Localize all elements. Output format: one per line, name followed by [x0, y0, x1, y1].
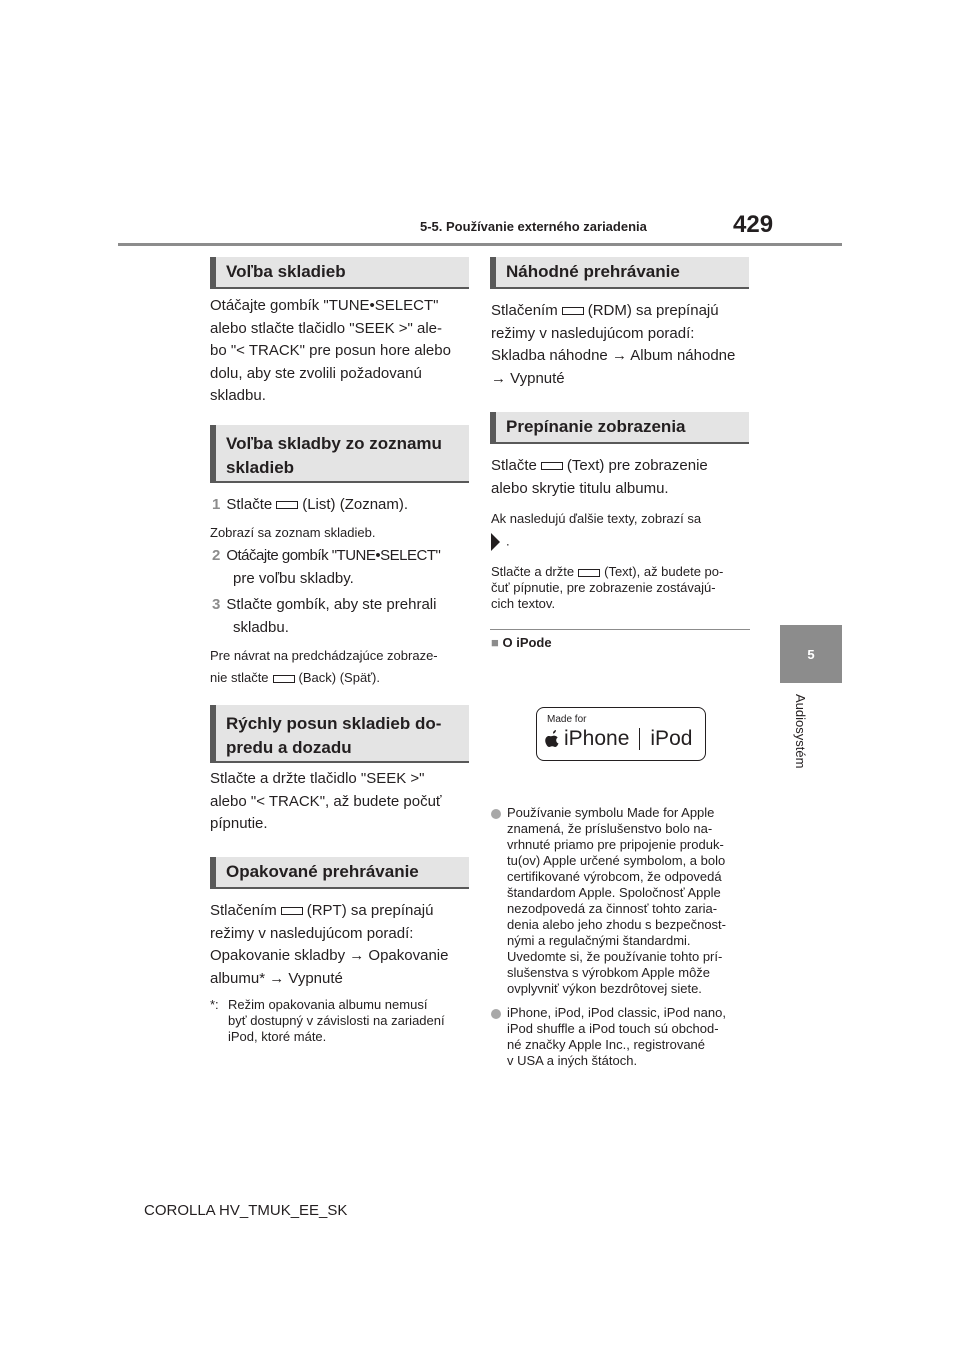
bullet-line: nezodpovedá za činnosť tohto zaria-	[507, 901, 718, 916]
logo-made-for: Made for	[547, 714, 587, 725]
note-line: Pre návrat na predchádzajúce zobraze-	[210, 648, 438, 663]
chapter-label: Audiosystém	[793, 694, 808, 769]
repeat-text	[210, 900, 480, 990]
button-glyph-icon	[273, 675, 295, 683]
bullet-icon	[491, 1009, 501, 1019]
heading-line: Voľba skladby zo zoznamu	[226, 434, 442, 453]
heading-track-selection: Voľba skladieb	[210, 257, 469, 289]
text: (RPT) sa prepínajú	[306, 902, 434, 919]
heading-line: predu a dozadu	[226, 738, 352, 757]
bullet-line: slušenstva s výrobkom Apple môže	[507, 965, 711, 980]
section-title: 5-5. Používanie externého zariadenia	[420, 219, 647, 234]
text-line: Opakovanie skladby → Opakovanie	[210, 947, 449, 964]
bullet-icon	[491, 809, 501, 819]
bullet-line: iPod shuffle a iPod touch sú obchod-	[507, 1021, 719, 1036]
note-hold-text	[491, 564, 756, 612]
note-line: čuť pípnutie, pre zobrazenie zostávajú-	[491, 580, 716, 595]
step-text: pre voľbu skladby.	[233, 569, 354, 587]
text-line: Otáčajte gombík "TUNE•SELECT"	[210, 297, 439, 314]
text-line: alebo "< TRACK", až budete počuť	[210, 792, 442, 810]
button-glyph-icon	[562, 307, 584, 315]
button-glyph-icon	[578, 569, 600, 577]
subheading-text: O iPode	[502, 635, 552, 650]
text-line: režimy v nasledujúcom poradí:	[491, 324, 695, 342]
text: Stlačte	[491, 457, 537, 474]
subheading-ipod	[491, 635, 552, 650]
header-divider	[118, 243, 842, 246]
footer-model: COROLLA HV_TMUK_EE_SK	[144, 1202, 348, 1219]
step-number: 1	[212, 496, 221, 513]
note-line: cich textov.	[491, 596, 556, 611]
bullet-line: tu(ov) Apple určené symbolom, a bolo	[507, 853, 726, 868]
display-text	[491, 455, 761, 500]
fast-seek-text	[210, 768, 480, 836]
heading-track-list	[210, 425, 469, 483]
bullet-line: znamená, že príslušenstvo bolo na-	[507, 821, 713, 836]
bullet-line: certifikované výrobcom, že odpovedá	[507, 869, 722, 884]
text-line: pípnutie.	[210, 815, 268, 832]
bullet-line: nými a regulačnými štandardmi.	[507, 933, 691, 948]
text-line: dolu, aby ste zvolili požadovanú	[210, 364, 422, 382]
footnote-mark: *:	[210, 997, 219, 1012]
footnote	[210, 997, 470, 1045]
note-text: .	[506, 533, 510, 549]
bullet-trademarks	[491, 1005, 756, 1069]
chevron-right-icon	[491, 533, 500, 551]
note-text: (Text), až budete po-	[604, 564, 724, 579]
note-line: Ak nasledujú ďalšie texty, zobrazí sa	[491, 511, 702, 526]
step-text: Otáčajte gombík "TUNE•SELECT"	[226, 547, 441, 564]
step-text: Stlačte gombík, aby ste prehrali	[226, 596, 437, 613]
bullet-made-for-apple	[491, 805, 756, 997]
bullet-line: vrhnuté priamo pre pripojenie produk-	[507, 837, 724, 852]
footnote-line: Režim opakovania albumu nemusí	[228, 997, 428, 1012]
text-line: režimy v nasledujúcom poradí:	[210, 924, 414, 942]
step-text: Stlačte	[226, 496, 273, 513]
logo-separator	[639, 728, 640, 750]
button-glyph-icon	[541, 462, 563, 470]
step-1	[212, 494, 482, 517]
bullet-line: Používanie symbolu Made for Apple	[507, 805, 715, 820]
text-line: alebo stlačte tlačidlo "SEEK >" ale-	[210, 319, 443, 337]
heading-line: skladieb	[226, 458, 295, 477]
random-text	[491, 300, 761, 390]
heading-display: Prepínanie zobrazenia	[490, 412, 749, 444]
square-marker-icon: ■	[491, 635, 499, 650]
footnote-line: byť dostupný v závislosti na zariadení	[228, 1013, 445, 1028]
note-back	[210, 645, 480, 689]
heading-repeat: Opakované prehrávanie	[210, 857, 469, 889]
logo-iphone: iPhone	[564, 727, 630, 750]
text-line: → Vypnuté	[491, 369, 565, 387]
apple-logo-icon	[545, 730, 561, 749]
button-glyph-icon	[281, 907, 303, 915]
bullet-line: v USA a iných štátoch.	[507, 1053, 638, 1068]
heading-random: Náhodné prehrávanie	[490, 257, 749, 289]
bullet-line: štandardom Apple. Spoločnosť Apple	[507, 885, 721, 900]
note-text: nie stlačte	[210, 670, 269, 685]
step-text: skladbu.	[233, 618, 289, 636]
step-number: 2	[212, 547, 221, 564]
note-list: Zobrazí sa zoznam skladieb.	[210, 525, 376, 540]
bullet-line: denia alebo jeho zhodu s bezpečnost-	[507, 917, 726, 932]
bullet-line: Uvedomte si, že používanie tohto prí-	[507, 949, 723, 964]
chapter-tab: 5	[780, 625, 842, 683]
text-line: bo "< TRACK" pre posun hore alebo	[210, 342, 451, 359]
step-2	[212, 545, 482, 590]
text: Stlačením	[491, 302, 558, 319]
text: (RDM) sa prepínajú	[587, 302, 719, 319]
button-glyph-icon	[276, 501, 298, 509]
track-selection-text	[210, 295, 480, 408]
text: (Text) pre zobrazenie	[566, 457, 708, 474]
heading-line: Rýchly posun skladieb do-	[226, 714, 442, 733]
footnote-line: iPod, ktoré máte.	[228, 1029, 327, 1044]
bullet-line: iPhone, iPod, iPod classic, iPod nano,	[507, 1005, 726, 1020]
bullet-line: ovplyvniť výkon bezdrôtovej siete.	[507, 981, 702, 996]
text-line: skladbu.	[210, 387, 266, 404]
text-line: Stlačte a držte tlačidlo "SEEK >"	[210, 770, 425, 787]
note-text: Stlačte a držte	[491, 564, 575, 579]
section-divider	[490, 629, 750, 630]
logo-ipod: iPod	[650, 727, 693, 750]
note-text: (Back) (Späť).	[298, 670, 380, 685]
step-number: 3	[212, 596, 221, 613]
bullet-line: né značky Apple Inc., registrované	[507, 1037, 706, 1052]
page-number: 429	[733, 211, 774, 238]
note-more-text	[491, 511, 756, 551]
text: Stlačením	[210, 902, 277, 919]
heading-fast-seek	[210, 705, 469, 763]
step-3	[212, 594, 482, 639]
text-line: albumu* → Vypnuté	[210, 969, 343, 987]
made-for-iphone-ipod-logo	[536, 707, 706, 761]
step-text: (List) (Zoznam).	[302, 496, 409, 513]
text-line: alebo skrytie titulu albumu.	[491, 479, 669, 497]
text-line: Skladba náhodne → Album náhodne	[491, 347, 736, 364]
